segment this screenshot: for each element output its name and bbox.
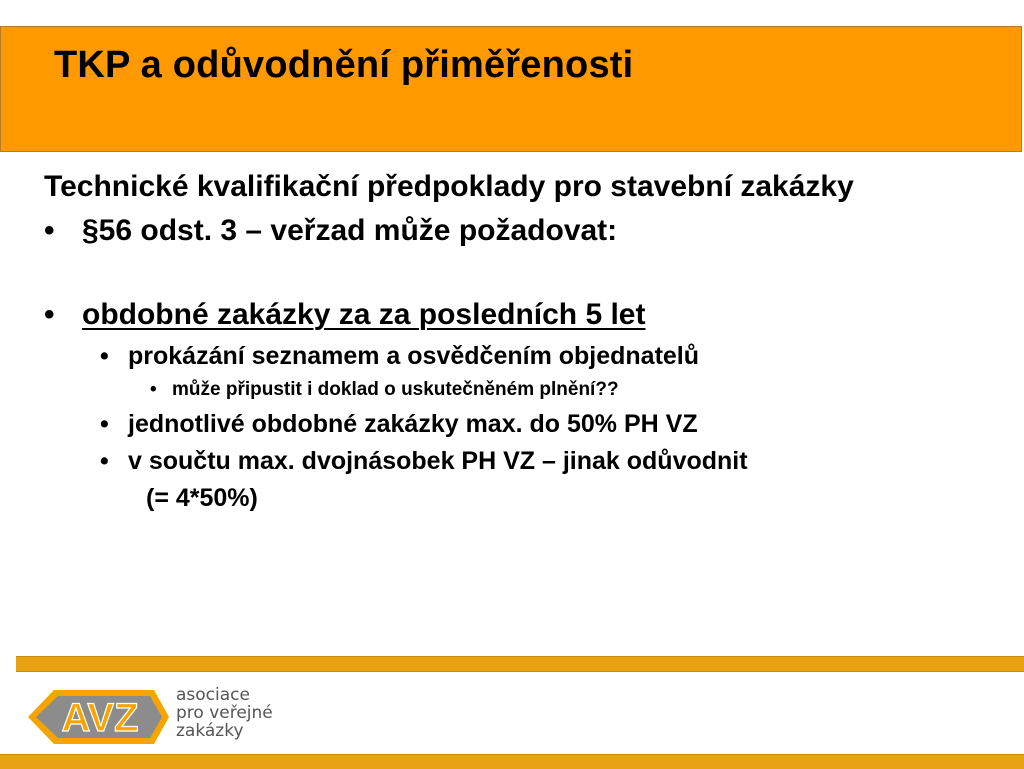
bullet-text: v součtu max. dvojnásobek PH VZ – jinak odůvodnit	[128, 447, 748, 475]
bullet-icon: •	[100, 447, 109, 475]
avz-logo	[26, 686, 171, 748]
org-name	[176, 686, 273, 740]
bullet-item-2	[44, 298, 645, 332]
org-name-line2: pro veřejné	[176, 703, 273, 723]
bullet-icon: •	[150, 379, 157, 400]
sub-bullet-item-3	[100, 447, 748, 476]
bullet-text: obdobné zakázky za za posledních 5 let	[82, 298, 646, 331]
footer-divider-top	[16, 656, 1024, 672]
bullet-text: prokázání seznamem a osvědčením objednatelů	[128, 342, 700, 370]
sub-bullet-item-2	[100, 410, 698, 439]
bullet-icon: •	[44, 214, 55, 247]
org-name-line3: zakázky	[176, 721, 244, 741]
bullet-icon: •	[100, 410, 109, 438]
bullet-text: může připustit i doklad o uskutečněném plnění??	[172, 379, 619, 400]
bullet-continuation: (= 4*50%)	[146, 484, 258, 512]
bullet-item-1	[44, 214, 617, 248]
bullet-icon: •	[44, 298, 55, 331]
footer-divider-bottom	[0, 754, 1024, 769]
logo-letters: AVZ	[61, 696, 139, 740]
bullet-text: jednotlivé obdobné zakázky max. do 50% PH VZ	[128, 410, 698, 438]
slide-heading: Technické kvalifikační předpoklady pro stavební zakázky	[44, 170, 854, 203]
org-name-line1: asociace	[176, 685, 250, 705]
slide-title: TKP a odůvodnění přiměřenosti	[54, 44, 634, 86]
sub-sub-bullet-item-1	[150, 379, 619, 401]
sub-bullet-item-1	[100, 342, 699, 371]
bullet-icon: •	[100, 342, 109, 370]
bullet-text: §56 odst. 3 – veřzad může požadovat:	[82, 214, 618, 247]
